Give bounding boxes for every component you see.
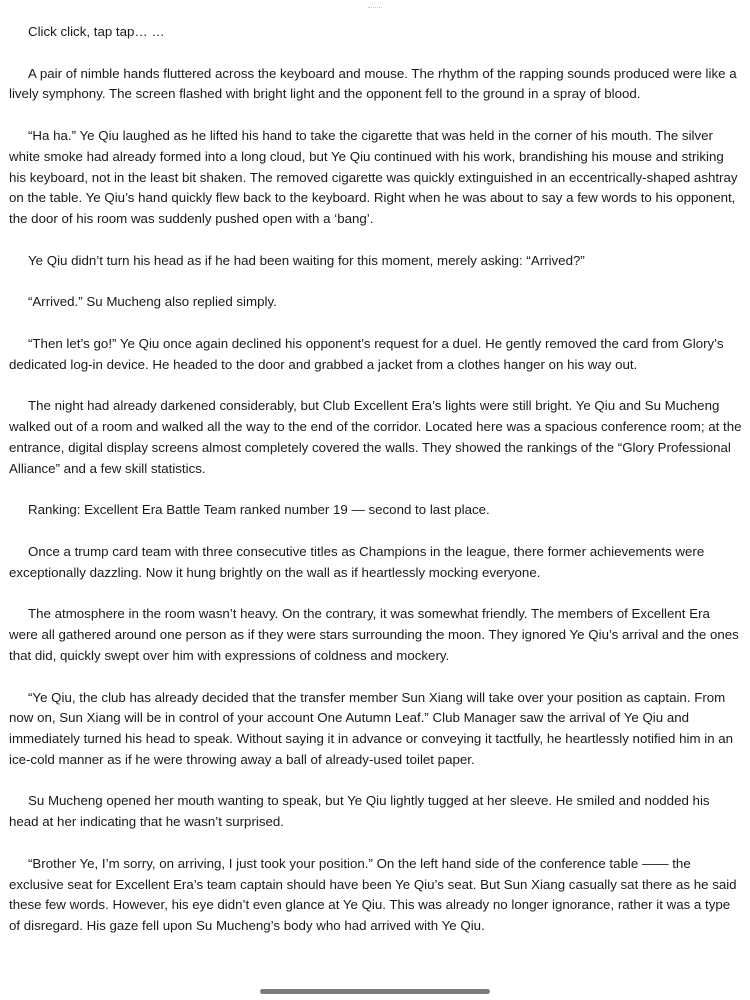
paragraph: A pair of nimble hands fluttered across the keyboard and mouse. The rhythm of the rapping sounds produced were like a lively symphony. The screen flashed with bright light and the opponent fell to the ground in a spray of blood. [9,65,737,102]
paragraph: “Arrived.” Su Mucheng also replied simply. [28,294,277,310]
top-grabber-handle[interactable] [368,7,382,10]
paragraph: Su Mucheng opened her mouth wanting to speak, but Ye Qiu lightly tugged at her sleeve. He smiled and nodded his head at her indicating that he wasn’t surprised. [9,793,710,830]
paragraph: Click click, tap tap… … [28,24,165,39]
paragraph: “Ye Qiu, the club has already decided that the transfer member Sun Xiang will take over your position as captain. From now on, Sun Xiang will be in control of your account One Autumn Leaf.” Club Manager saw the arrival of Ye Qiu and immediately turned his head to speak. Without saying it in advance or conveying it tactfully, he heartlessly notified him in an ice-cold manner as if he were throwing away a ball of already-used toilet paper. [9,689,734,767]
paragraph: The atmosphere in the room wasn’t heavy. On the contrary, it was somewhat friendly. The members of Excellent Era were all gathered around one person as if they were stars surrounding the moon. They ignored Ye Qiu’s arrival and the ones that did, quickly swept over him with expressions of coldness and mockery. [9,606,739,663]
paragraph: “Then let’s go!” Ye Qiu once again declined his opponent’s request for a duel. He gently removed the card from Glory’s dedicated log-in device. He headed to the door and grabbed a jacket from a clothes hanger on his way out. [9,335,724,372]
paragraph: “Brother Ye, I’m sorry, on arriving, I just took your position.” On the left hand side of the conference table —— the exclusive seat for Excellent Era’s team captain should have been Ye Qiu’s seat. But Sun Xiang casually sat there as he said these few words. However, his eye didn’t even glance at Ye Qiu. This was already no longer ignorance, rather it was a type of disregard. His gaze fell upon Su Mucheng’s body who had arrived with Ye Qiu. [9,855,737,934]
paragraph: Once a trump card team with three consecutive titles as Champions in the league, there former achievements were exceptionally dazzling. Now it hung brightly on the wall as if heartlessly mocking everyone. [9,543,705,580]
reader-content [9,22,742,958]
paragraph: Ye Qiu didn’t turn his head as if he had been waiting for this moment, merely asking: “Arrived?” [28,252,585,268]
paragraph: “Ha ha.” Ye Qiu laughed as he lifted his hand to take the cigarette that was held in the corner of his mouth. The silver white smoke had already formed into a long cloud, but Ye Qiu continued with his work, brandishing his mouse and striking his keyboard, not in the least bit shaken. The removed cigarette was quickly extinguished in an eccentrically-shaped ashtray on the table. Ye Qiu’s hand quickly flew back to the keyboard. Right when he was about to say a few words to his opponent, the door of his room was suddenly pushed open with a ‘bang’. [9,127,738,227]
paragraph: The night had already darkened considerably, but Club Excellent Era’s lights were still bright. Ye Qiu and Su Mucheng walked out of a room and walked all the way to the end of the corridor. Located here was a spacious conference room; at the entrance, digital display screens almost completely covered the walls. They showed the rankings of the “Glory Professional Alliance” and a few skill statistics. [9,398,742,476]
paragraph: Ranking: Excellent Era Battle Team ranked number 19 — second to last place. [28,502,490,518]
home-indicator[interactable] [260,989,490,994]
